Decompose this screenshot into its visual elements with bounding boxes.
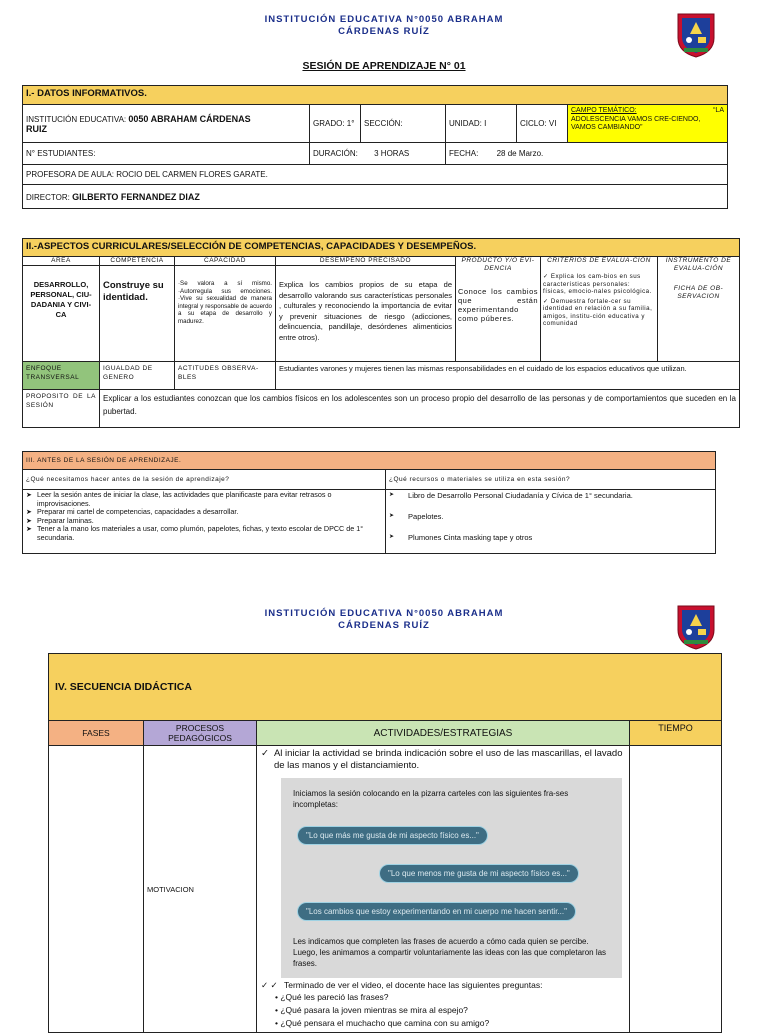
fase-cell bbox=[49, 746, 144, 1033]
col-tiempo: TIEMPO bbox=[630, 721, 722, 746]
producto-text: Conoce los cambios que están experimentando como púberes. bbox=[458, 287, 538, 323]
director-cell: DIRECTOR: GILBERTO FERNANDEZ DIAZ bbox=[23, 185, 728, 209]
school-name-line1: INSTITUCIÓN EDUCATIVA N°0050 ABRAHAM bbox=[264, 14, 504, 25]
check-icon: ✓ bbox=[543, 297, 549, 305]
school-name-line1: INSTITUCIÓN EDUCATIVA N°0050 ABRAHAM bbox=[264, 608, 504, 619]
check-icon: ✓ bbox=[261, 748, 269, 759]
video-item: ✓ ✓ Terminado de ver el video, el docente hace las siguientes preguntas: bbox=[261, 980, 543, 990]
school-name-line2: CÁRDENAS RUÍZ bbox=[338, 26, 430, 37]
duracion-cell: DURACIÓN: 3 HORAS bbox=[310, 143, 446, 165]
secuencia-section-title: IV. SECUENCIA DIDÁCTICA bbox=[49, 654, 722, 721]
secuencia-table bbox=[48, 653, 722, 1033]
school-crest-icon bbox=[676, 604, 716, 650]
unidad-cell: UNIDAD: I bbox=[446, 105, 517, 143]
list-item: ➤ Leer la sesión antes de iniciar la clase, las actividades que planificaste para evitar retrasos o improvisaciones. bbox=[26, 490, 332, 508]
col-competencia: COMPETENCIA bbox=[100, 257, 175, 266]
actitudes-label: ACTITUDES OBSERVA-BLES bbox=[175, 362, 276, 390]
datos-section-title: I.- DATOS INFORMATIVOS. bbox=[23, 86, 728, 105]
area-text: DESARROLLO, PERSONAL, CIU-DADANIA Y CIVI-CA bbox=[23, 266, 100, 362]
col-actividades: ACTIVIDADES/ESTRATEGIAS bbox=[257, 721, 630, 746]
antes-right-list bbox=[386, 490, 716, 554]
arrow-bullet-icon: ➤ bbox=[389, 534, 395, 540]
list-item: ➤ Preparar laminas. bbox=[26, 515, 94, 525]
phrase-bubble: "Lo que más me gusta de mi aspecto físico es..." bbox=[297, 826, 488, 845]
competencia-text: Construye su identidad. bbox=[100, 266, 175, 362]
list-item: • ¿Qué pasara la joven mientras se mira al espejo? bbox=[275, 1005, 468, 1015]
col-capacidad: CAPACIDAD bbox=[175, 257, 276, 266]
desempeno-text: Explica los cambios propios de su etapa de desarrollo valorando sus características personales , culturales y reconociendo la importancia de evitar y prevenir situaciones de riesgo (adicciones, delincuencia, pandillaje, desórdenes alimenticios entre otros). bbox=[276, 266, 456, 362]
card-outro-text: Les indicamos que completen las frases de acuerdo a cómo cada quien se percibe. Luego, les animamos a compartir voluntariamente las ideas con las que completaron las frases. bbox=[293, 937, 607, 968]
criterio-1: ✓ Explica los cam-bios en sus características personales: físicas, emocio-nales psicológica. bbox=[543, 273, 652, 295]
arrow-bullet-icon: ➤ bbox=[26, 524, 33, 533]
grado-cell: GRADO: 1° bbox=[310, 105, 361, 143]
col-area: AREA bbox=[23, 257, 100, 266]
arrow-bullet-icon: ➤ bbox=[389, 513, 395, 519]
col-desempeno: DESEMPEÑO PRECISADO bbox=[276, 257, 456, 266]
phrase-bubble: "Los cambios que estoy experimentando en mi cuerpo me hacen sentir..." bbox=[297, 902, 576, 921]
criterio-2: ✓ Demuestra fortale-cer su identidad en relación a su familia, amigos, institu-ción educativa y comunidad bbox=[543, 297, 653, 327]
proceso-cell: MOTIVACION bbox=[144, 746, 257, 1033]
proposito-value: Explicar a los estudiantes conozcan que los cambios físicos en los adolescentes son un proceso propio del desarrollo de las personas y de comportamientos que suceden en la pubertad. bbox=[100, 390, 740, 428]
arrow-bullet-icon: ➤ bbox=[389, 492, 395, 498]
seccion-cell: SECCIÓN: bbox=[361, 105, 446, 143]
arrow-bullet-icon: ➤ bbox=[26, 490, 33, 499]
actividades-cell bbox=[257, 746, 630, 1033]
question-list bbox=[275, 991, 625, 1030]
card-intro-text: Iniciamos la sesión colocando en la pizarra carteles con las siguientes fra-ses incompletas: bbox=[293, 789, 569, 809]
arrow-bullet-icon: ➤ bbox=[26, 507, 33, 516]
school-crest-icon bbox=[676, 12, 716, 58]
datos-table bbox=[22, 85, 728, 209]
ciclo-cell: CICLO: VI bbox=[517, 105, 568, 143]
campo-tematico-cell: CAMPO TEMÁTICO: “LA ADOLESCENCIA VAMOS CRE-CIENDO, VAMOS CAMBIANDO” bbox=[568, 105, 728, 143]
list-item: • ¿Qué pensara el muchacho que camina con su amigo? bbox=[275, 1018, 490, 1028]
school-name-line2: CÁRDENAS RUÍZ bbox=[338, 620, 430, 631]
antes-section-title: III. ANTES DE LA SESIÓN DE APRENDIZAJE. bbox=[23, 452, 716, 470]
profesora-cell: PROFESORA DE AULA: ROCIO DEL CARMEN FLORES GARATE. bbox=[23, 165, 728, 185]
instrumento-text: FICHA DE OB-SERVACION bbox=[673, 285, 724, 300]
antes-left-list bbox=[23, 490, 386, 554]
tiempo-cell bbox=[630, 746, 722, 1033]
check-icon: ✓ bbox=[543, 273, 549, 280]
motivation-image-card bbox=[281, 778, 622, 978]
antes-table bbox=[22, 451, 716, 554]
check-icon: ✓ bbox=[270, 980, 278, 990]
phrase-bubble: "Lo que menos me gusta de mi aspecto físico es..." bbox=[379, 864, 579, 883]
list-item: ➤ Plumones Cinta masking tape y otros bbox=[389, 533, 533, 542]
fecha-cell: FECHA: 28 de Marzo. bbox=[446, 143, 728, 165]
proposito-label: PROPOSITO DE LA SESIÓN bbox=[23, 390, 100, 428]
ie-cell: INSTITUCIÓN EDUCATIVA: 0050 ABRAHAM CÁRDENAS RUIZ bbox=[23, 105, 310, 143]
col-procesos: PROCESOS PEDAGÓGICOS bbox=[144, 721, 257, 746]
intro-item: ✓ Al iniciar la actividad se brinda indicación sobre el uso de las mascarillas, el lavado de las manos y el distanciamiento. bbox=[261, 748, 623, 771]
curricular-section-title: II.-ASPECTOS CURRICULARES/SELECCIÓN DE COMPETENCIAS, CAPACIDADES Y DESEMPEÑOS. bbox=[23, 239, 740, 257]
list-item: ➤ Papelotes. bbox=[389, 512, 444, 521]
session-title: SESIÓN DE APRENDIZAJE N° 01 bbox=[302, 60, 466, 72]
col-criterios: CRITERIOS DE EVALUA-CIÓN ✓ Explica los cam-bios en sus características personales: físicas, emocio-nales psicológica. ✓ Demuestra fortale-cer su identidad en relación a su familia, amigos, institu-ción educativa y comunidad bbox=[541, 257, 658, 362]
list-item: ➤ Tener a la mano los materiales a usar, como plumón, papelotes, fichas, y texto escolar de DPCC de 1° secundaria. bbox=[26, 524, 364, 542]
list-item: ➤ Libro de Desarrollo Personal Ciudadanía y Cívica de 1° secundaria. bbox=[389, 491, 633, 500]
estudiantes-cell: N° ESTUDIANTES: bbox=[23, 143, 310, 165]
school-header-page2 bbox=[0, 608, 768, 632]
antes-question-1: ¿Qué necesitamos hacer antes de la sesión de aprendizaje? bbox=[23, 470, 386, 490]
list-item: ➤ Preparar mi cartel de competencias, capacidades a desarrollar. bbox=[26, 507, 239, 516]
actitudes-value: Estudiantes varones y mujeres tienen las mismas responsabilidades en el cuidado de los espacios educativos que utilizan. bbox=[276, 362, 740, 390]
col-instrumento: INSTRUMENTO DE EVALUA-CIÓN FICHA DE OB-SERVACION bbox=[658, 257, 740, 362]
col-producto: PRODUCTO Y/O EVI-DENCIA Conoce los cambios que están experimentando como púberes. bbox=[456, 257, 541, 362]
col-fases: FASES bbox=[49, 721, 144, 746]
enfoque-value: IGUALDAD DE GENERO bbox=[100, 362, 175, 390]
arrow-bullet-icon: ➤ bbox=[26, 515, 33, 525]
antes-question-2: ¿Qué recursos o materiales se utiliza en esta sesión? bbox=[386, 470, 716, 490]
enfoque-label: ENFOQUE TRANSVERSAL bbox=[23, 362, 100, 390]
list-item: • ¿Qué les pareció las frases? bbox=[275, 992, 389, 1002]
school-header bbox=[0, 14, 768, 38]
curricular-table bbox=[22, 238, 740, 428]
check-icon: ✓ bbox=[261, 980, 269, 990]
capacidad-text: ·Se valora a sí mismo. ·Autorregula sus emociones. ·Vive su sexualidad de manera integral y responsable de acuerdo a su etapa de desarrollo y madurez. bbox=[175, 266, 276, 362]
